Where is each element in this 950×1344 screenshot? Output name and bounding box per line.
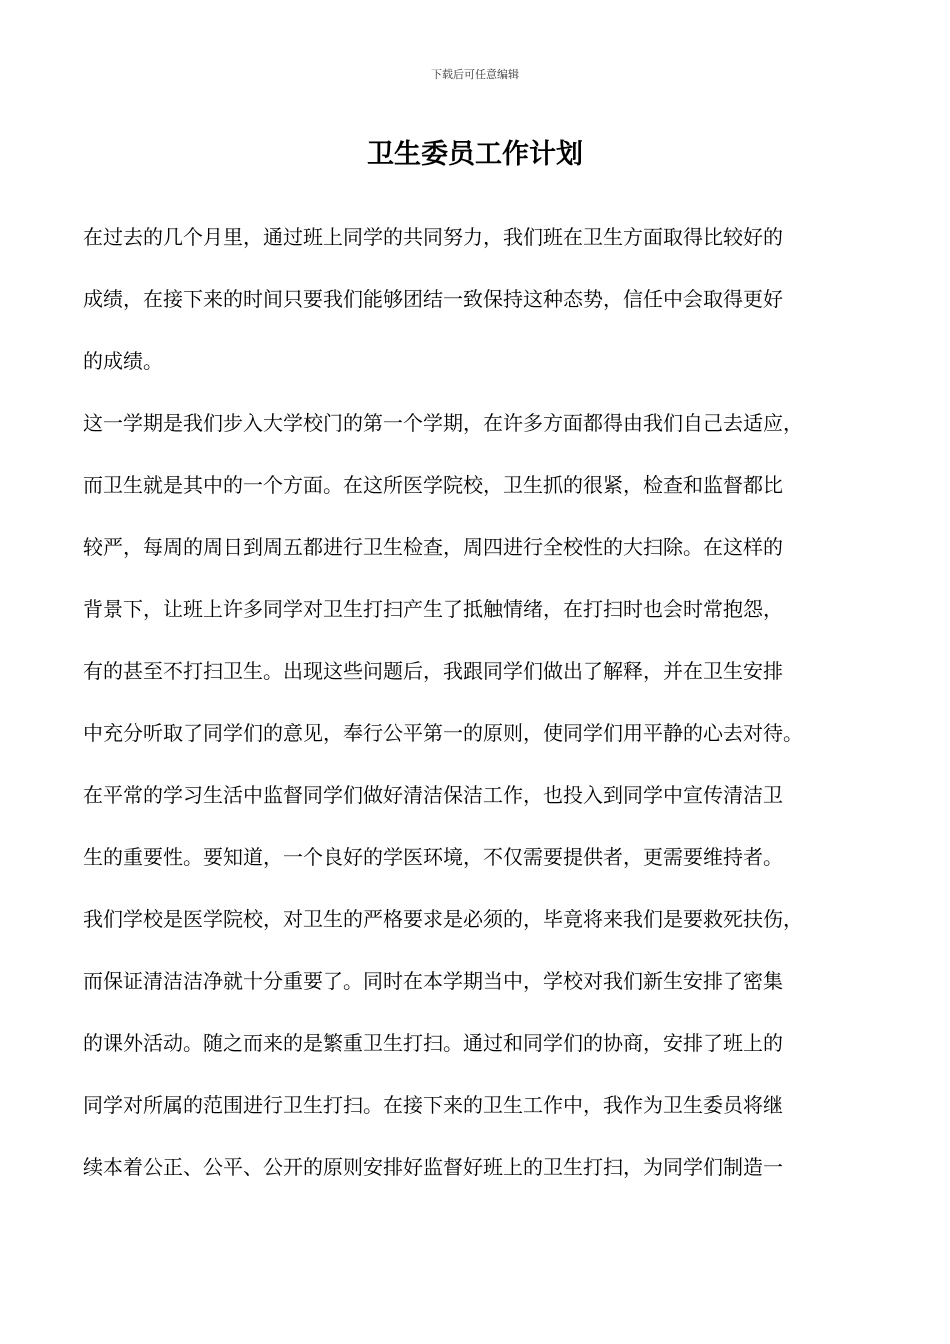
body-line: 我们学校是医学院校，对卫生的严格要求是必须的，毕竟将来我们是要救死扶伤， [83, 907, 803, 931]
body-line: 在过去的几个月里，通过班上同学的共同努力，我们班在卫生方面取得比较好的 [83, 225, 783, 249]
body-line: 的成绩。 [83, 349, 163, 373]
body-line: 有的甚至不打扫卫生。出现这些问题后，我跟同学们做出了解释，并在卫生安排 [83, 659, 783, 683]
document-title: 卫生委员工作计划 [367, 139, 583, 170]
body-line: 在平常的学习生活中监督同学们做好清洁保洁工作，也投入到同学中宣传清洁卫 [83, 783, 783, 807]
header-note: 下载后可任意编辑 [431, 68, 519, 81]
body-line: 成绩，在接下来的时间只要我们能够团结一致保持这种态势，信任中会取得更好 [83, 287, 783, 311]
document-body [83, 218, 883, 1210]
body-line: 中充分听取了同学们的意见，奉行公平第一的原则，使同学们用平静的心去对待。 [83, 721, 803, 745]
body-line: 生的重要性。要知道，一个良好的学医环境，不仅需要提供者，更需要维持者。 [83, 845, 783, 869]
body-line: 的课外活动。随之而来的是繁重卫生打扫。通过和同学们的协商，安排了班上的 [83, 1031, 783, 1055]
body-line: 背景下，让班上许多同学对卫生打扫产生了抵触情绪，在打扫时也会时常抱怨， [83, 597, 783, 621]
body-line: 同学对所属的范围进行卫生打扫。在接下来的卫生工作中，我作为卫生委员将继 [83, 1093, 783, 1117]
body-line: 续本着公正、公平、公开的原则安排好监督好班上的卫生打扫，为同学们制造一 [83, 1155, 783, 1179]
body-line: 较严，每周的周日到周五都进行卫生检查，周四进行全校性的大扫除。在这样的 [83, 535, 783, 559]
body-line: 而卫生就是其中的一个方面。在这所医学院校，卫生抓的很紧，检查和监督都比 [83, 473, 783, 497]
body-line: 这一学期是我们步入大学校门的第一个学期，在许多方面都得由我们自己去适应， [83, 411, 803, 435]
body-line: 而保证清洁洁净就十分重要了。同时在本学期当中，学校对我们新生安排了密集 [83, 969, 783, 993]
